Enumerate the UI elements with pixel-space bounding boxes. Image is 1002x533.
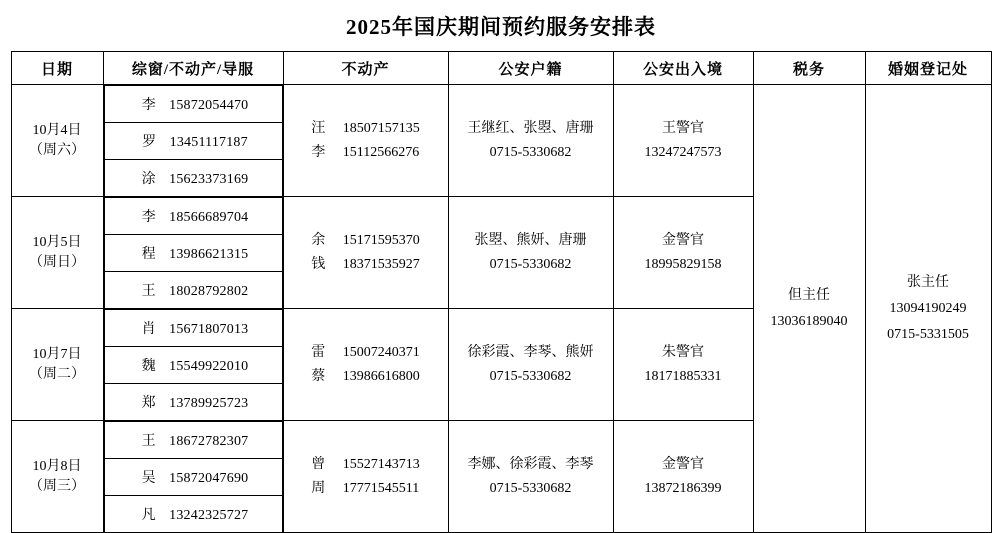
contact-phone: 15671807013 [169, 322, 249, 337]
contact-phone: 18028792802 [169, 284, 249, 299]
contact-name: 王 [141, 434, 156, 449]
column-header-budongchan: 不动产 [283, 52, 448, 85]
huji-phone: 0715-5330682 [489, 144, 572, 160]
list-item [104, 384, 282, 421]
contact-name: 程 [141, 247, 156, 262]
column-header-zongchuang: 综窗/不动产/导服 [103, 52, 283, 85]
contact-name: 周 [311, 480, 326, 496]
contact-phone: 15872054470 [169, 98, 249, 113]
contact-phone: 15872047690 [169, 471, 249, 486]
huji-names: 王继红、张曌、唐珊 [467, 120, 594, 136]
contact-name: 郑 [141, 396, 156, 411]
contact-phone: 18566689704 [169, 210, 249, 225]
list-item [104, 310, 282, 347]
list-item [311, 341, 420, 365]
huji-info [449, 229, 613, 277]
huji-phone: 0715-5330682 [489, 256, 572, 272]
contact-pairs [311, 453, 420, 501]
contact-pairs [311, 117, 420, 165]
list-item [104, 86, 282, 123]
zongchuang-cell [103, 85, 283, 197]
list-item [311, 253, 420, 277]
list-item [311, 453, 420, 477]
huji-phone: 0715-5330682 [489, 480, 572, 496]
contact-phone: 13986616800 [342, 368, 420, 384]
list-item [104, 459, 282, 496]
contact-name: 李 [141, 210, 156, 225]
churujing-phone: 18171885331 [644, 368, 722, 384]
schedule-table [11, 51, 992, 533]
contact-name: 曾 [311, 456, 326, 472]
list-item [311, 365, 420, 389]
churujing-info [614, 453, 753, 501]
hunyin-phone-mobile: 13094190249 [889, 300, 967, 316]
huji-names: 张曌、熊妍、唐珊 [474, 232, 587, 248]
list-item [311, 477, 420, 501]
contact-name: 肖 [141, 322, 156, 337]
contact-phone: 18371535927 [342, 256, 420, 272]
contact-phone: 13986621315 [169, 247, 249, 262]
churujing-info [614, 229, 753, 277]
contact-phone: 15623373169 [169, 172, 249, 187]
churujing-info [614, 117, 753, 165]
contact-list [104, 309, 283, 420]
contact-name: 余 [311, 232, 326, 248]
huji-cell [448, 309, 613, 421]
hunyin-phone-landline: 0715-5331505 [887, 326, 969, 342]
contact-name: 李 [141, 98, 156, 113]
hunyin-name: 张主任 [907, 274, 949, 290]
huji-cell [448, 421, 613, 533]
contact-name: 吴 [141, 471, 156, 486]
contact-pairs [311, 229, 420, 277]
zongchuang-cell [103, 197, 283, 309]
contact-name: 涂 [141, 172, 156, 187]
churujing-cell [613, 197, 753, 309]
contact-phone: 15007240371 [342, 344, 420, 360]
churujing-name: 王警官 [662, 120, 704, 136]
list-item [104, 496, 282, 533]
list-item [311, 117, 420, 141]
zongchuang-cell [103, 309, 283, 421]
contact-list [104, 197, 283, 308]
contact-pairs [311, 341, 420, 389]
list-item [104, 198, 282, 235]
date-cell: 10月4日 （周六） [11, 85, 103, 197]
contact-name: 钱 [311, 256, 326, 272]
huji-cell [448, 197, 613, 309]
churujing-info [614, 341, 753, 389]
churujing-cell [613, 309, 753, 421]
huji-info [449, 453, 613, 501]
contact-name: 罗 [142, 135, 157, 150]
huji-cell [448, 85, 613, 197]
churujing-phone: 13247247573 [644, 144, 722, 160]
contact-name: 王 [141, 284, 156, 299]
contact-phone: 15171595370 [342, 232, 420, 248]
contact-phone: 13242325727 [169, 508, 249, 523]
churujing-cell [613, 85, 753, 197]
contact-phone: 18672782307 [169, 434, 249, 449]
list-item [104, 272, 282, 309]
list-item [104, 347, 282, 384]
budongchan-cell [283, 197, 448, 309]
contact-phone: 13451117187 [169, 135, 248, 150]
zongchuang-cell [103, 421, 283, 533]
list-item [104, 160, 282, 197]
contact-phone: 15527143713 [342, 456, 420, 472]
list-item [311, 141, 420, 165]
contact-phone: 15112566276 [342, 144, 420, 160]
contact-phone: 15549922010 [169, 359, 249, 374]
contact-name: 魏 [141, 359, 156, 374]
table-header-row [11, 52, 991, 85]
column-header-churujing: 公安出入境 [613, 52, 753, 85]
churujing-name: 金警官 [662, 456, 704, 472]
date-cell: 10月5日 （周日） [11, 197, 103, 309]
budongchan-cell [283, 309, 448, 421]
contact-name: 雷 [311, 344, 326, 360]
list-item [104, 422, 282, 459]
huji-info [449, 117, 613, 165]
contact-name: 汪 [311, 120, 326, 136]
contact-name: 蔡 [311, 368, 326, 384]
table-row [11, 85, 991, 197]
shuiwu-phone: 13036189040 [770, 313, 848, 329]
churujing-name: 金警官 [662, 232, 704, 248]
date-cell: 10月7日 （周二） [11, 309, 103, 421]
churujing-cell [613, 421, 753, 533]
budongchan-cell [283, 421, 448, 533]
churujing-phone: 18995829158 [644, 256, 722, 272]
column-header-huji: 公安户籍 [448, 52, 613, 85]
column-header-date: 日期 [11, 52, 103, 85]
contact-list [104, 85, 283, 196]
contact-list [104, 421, 283, 532]
contact-name: 李 [311, 144, 326, 160]
huji-info [449, 341, 613, 389]
huji-names: 徐彩霞、李琴、熊妍 [467, 344, 594, 360]
huji-names: 李娜、徐彩霞、李琴 [467, 456, 594, 472]
huji-phone: 0715-5330682 [489, 368, 572, 384]
page-title: 2025年国庆期间预约服务安排表 [346, 15, 656, 39]
list-item [104, 123, 282, 160]
contact-name: 凡 [141, 508, 156, 523]
contact-phone: 17771545511 [342, 480, 420, 496]
churujing-name: 朱警官 [662, 344, 704, 360]
budongchan-cell [283, 85, 448, 197]
list-item [311, 229, 420, 253]
hunyin-cell [865, 85, 991, 533]
contact-phone: 18507157135 [342, 120, 420, 136]
contact-phone: 13789925723 [169, 396, 249, 411]
churujing-phone: 13872186399 [644, 480, 722, 496]
date-cell: 10月8日 （周三） [11, 421, 103, 533]
shuiwu-cell [753, 85, 865, 533]
shuiwu-name: 但主任 [788, 287, 830, 303]
list-item [104, 235, 282, 272]
column-header-shuiwu: 税务 [753, 52, 865, 85]
column-header-hunyin: 婚姻登记处 [865, 52, 991, 85]
